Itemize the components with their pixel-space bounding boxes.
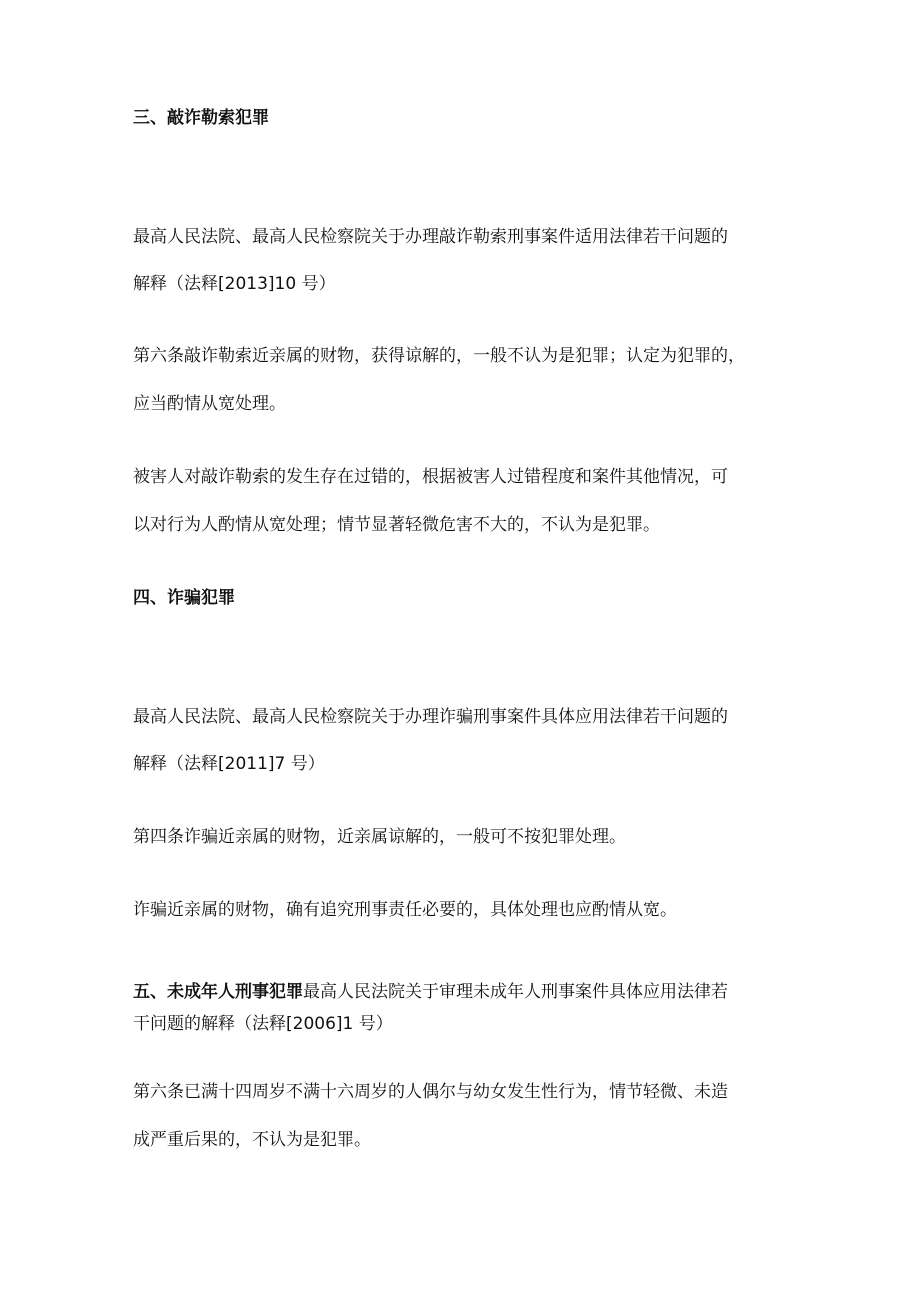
citation-line: 干问题的解释（法释[2006]1 号） [133,1014,393,1034]
section-heading: 五、未成年人刑事犯罪 [133,982,303,1002]
paragraph-line: 第六条敲诈勒索近亲属的财物，获得谅解的，一般不认为是犯罪；认定为犯罪的， [133,346,745,366]
citation-line: 最高人民法院、最高人民检察院关于办理诈骗刑事案件具体应用法律若干问题的 [133,707,728,727]
section-heading-line [133,980,728,1004]
section-heading: 三、敲诈勒索犯罪 [133,108,269,128]
paragraph-line: 成严重后果的，不认为是犯罪。 [133,1130,371,1150]
section-heading: 四、诈骗犯罪 [133,588,235,608]
paragraph-line: 以对行为人酌情从宽处理；情节显著轻微危害不大的，不认为是犯罪。 [133,515,660,535]
paragraph-line: 第六条已满十四周岁不满十六周岁的人偶尔与幼女发生性行为，情节轻微、未造 [133,1082,728,1102]
paragraph-line: 第四条诈骗近亲属的财物，近亲属谅解的，一般可不按犯罪处理。 [133,827,626,847]
citation-line: 最高人民法院、最高人民检察院关于办理敲诈勒索刑事案件适用法律若干问题的 [133,227,728,247]
citation-line: 解释（法释[2013]10 号） [133,274,336,294]
paragraph-line: 应当酌情从宽处理。 [133,394,286,414]
paragraph-line: 被害人对敲诈勒索的发生存在过错的，根据被害人过错程度和案件其他情况，可 [133,467,728,487]
citation-line: 最高人民法院关于审理未成年人刑事案件具体应用法律若 [303,982,728,1002]
citation-line: 解释（法释[2011]7 号） [133,754,325,774]
paragraph-line: 诈骗近亲属的财物，确有追究刑事责任必要的，具体处理也应酌情从宽。 [133,900,677,920]
